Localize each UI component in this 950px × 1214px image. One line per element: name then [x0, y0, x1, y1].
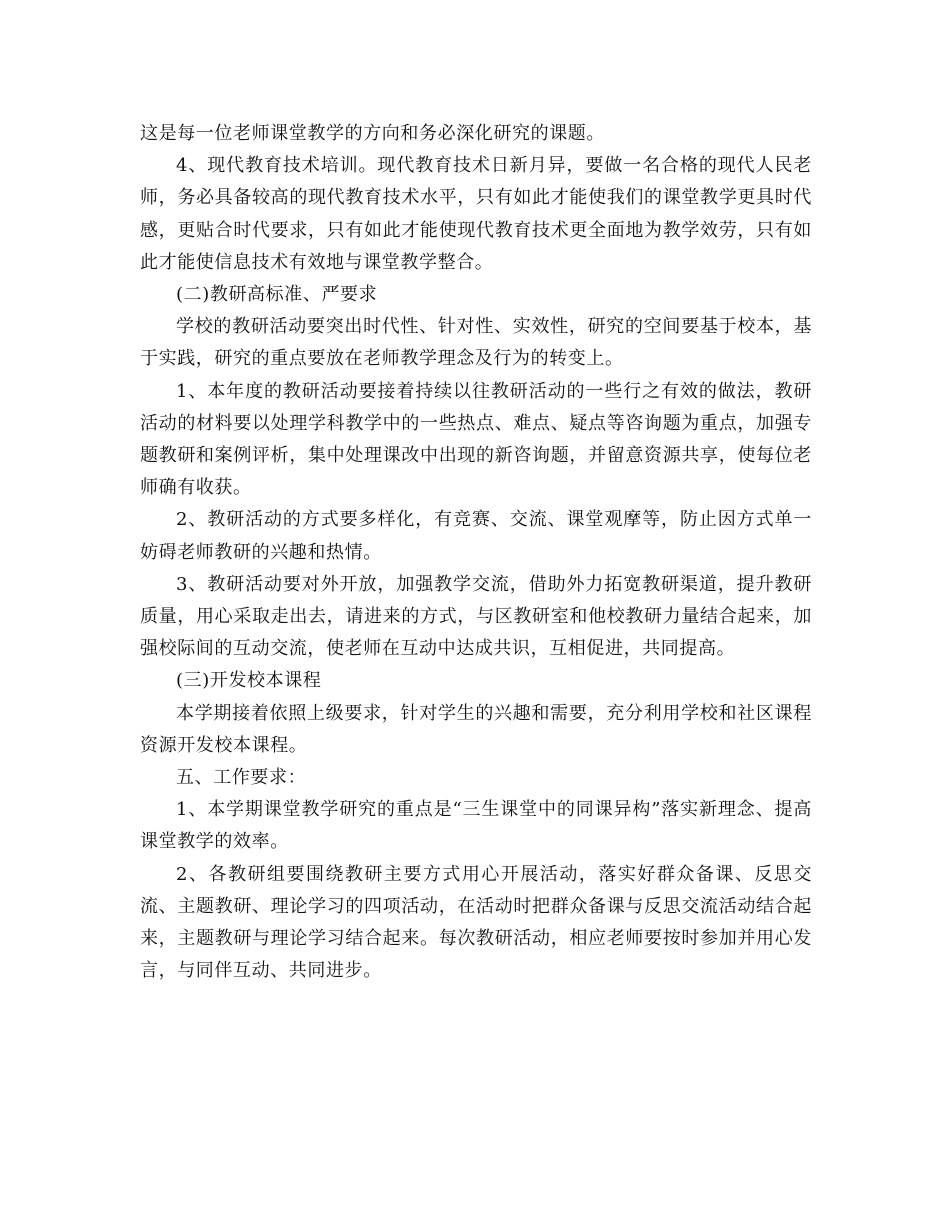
paragraph: 2、教研活动的方式要多样化，有竞赛、交流、课堂观摩等，防止因方式单一妨碍老师教研的兴趣和热情。 — [140, 509, 812, 563]
section-heading: 五、工作要求： — [176, 767, 307, 789]
paragraph: 1、本年度的教研活动要接着持续以往教研活动的一些行之有效的做法，教研活动的材料要以处理学科教学中的一些热点、难点、疑点等咨询题为重点，加强专题教研和案例评析，集中处理课改中出现的新咨询题，并留意资源共享，使每位老师确有收获。 — [140, 380, 812, 499]
section-heading: (三)开发校本课程 — [176, 670, 322, 692]
paragraph: 4、现代教育技术培训。现代教育技术日新月异，要做一名合格的现代人民老师，务必具备较高的现代教育技术水平，只有如此才能使我们的课堂教学更具时代感，更贴合时代要求，只有如此才能使现代教育技术更全面地为教学效劳，只有如此才能使信息技术有效地与课堂教学整合。 — [140, 155, 812, 273]
paragraph: 3、教研活动要对外开放，加强教学交流，借助外力拓宽教研渠道，提升教研质量，用心采取走出去，请进来的方式，与区教研室和他校教研力量结合起来，加强校际间的互动交流，使老师在互动中达成共识，互相促进，共同提高。 — [140, 573, 812, 660]
section-heading: (二)教研高标准、严要求 — [176, 284, 378, 306]
paragraph: 学校的教研活动要突出时代性、针对性、实效性，研究的空间要基于校本，基于实践，研究的重点要放在老师教学理念及行为的转变上。 — [140, 316, 812, 370]
paragraph: 这是每一位老师课堂教学的方向和务必深化研究的课题。 — [140, 123, 605, 144]
paragraph: 本学期接着依照上级要求，针对学生的兴趣和需要，充分利用学校和社区课程资源开发校本课程。 — [140, 702, 812, 756]
document-body — [140, 118, 812, 987]
paragraph: 1、本学期课堂教学研究的重点是“三生课堂中的同课异构”落实新理念、提高课堂教学的效率。 — [140, 799, 812, 853]
paragraph: 2、各教研组要围绕教研主要方式用心开展活动，落实好群众备课、反思交流、主题教研、理论学习的四项活动，在活动时把群众备课与反思交流活动结合起来，主题教研与理论学习结合起来。每次教研活动，相应老师要按时参加并用心发言，与同伴互动、共同进步。 — [140, 863, 812, 982]
